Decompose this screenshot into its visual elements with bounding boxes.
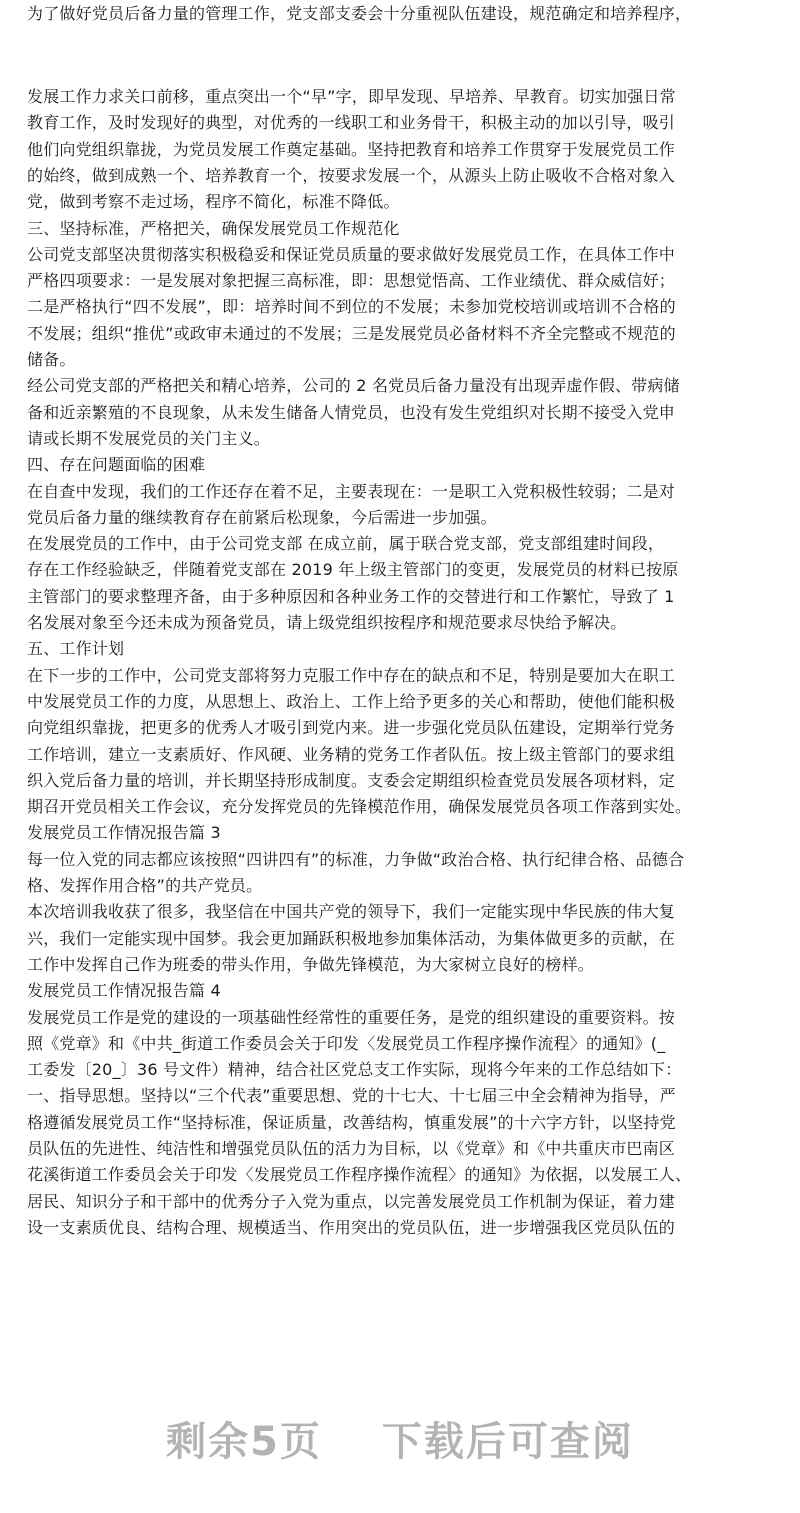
text-line: 四、存在问题面临的困难 <box>27 455 206 475</box>
text-line: 格遵循发展党员工作“坚持标准，保证质量，改善结构，慎重发展”的十六字方针，以坚持党 <box>27 1112 676 1132</box>
text-line: 中发展党员工作的力度，从思想上、政治上、工作上给予更多的关心和帮助，使他们能积极 <box>27 691 676 711</box>
text-line: 织入党后备力量的培训，并长期坚持形成制度。支委会定期组织检查党员发展各项材料，定 <box>27 770 676 790</box>
text-line: 在下一步的工作中，公司党支部将努力克服工作中存在的缺点和不足，特别是要加大在职工 <box>27 665 676 685</box>
text-line: 工委发〔20_〕36 号文件）精神，结合社区党总支工作实际，现将今年来的工作总结如下： <box>27 1060 682 1080</box>
text-line: 在发展党员的工作中，由于公司党支部 在成立前，属于联合党支部，党支部组建时间段， <box>27 534 665 554</box>
text-line: 的始终，做到成熟一个、培养教育一个，按要求发展一个，从源头上防止吸收不合格对象入 <box>27 165 676 185</box>
text-line: 发展党员工作情况报告篇 4 <box>27 981 221 1001</box>
text-line: 名发展对象至今还未成为预备党员，请上级党组织按程序和规范要求尽快给予解决。 <box>27 613 627 632</box>
text-line: 花溪街道工作委员会关于印发〈发展党员工作程序操作流程〉的通知》为依据，以发展工人、 <box>27 1165 692 1185</box>
text-line: 二是严格执行“四不发展”，即：培养时间不到位的不发展；未参加党校培训或培训不合格的 <box>27 297 676 317</box>
text-line: 教育工作，及时发现好的典型，对优秀的一线职工和业务骨干，积极主动的加以引导，吸引 <box>27 113 676 133</box>
text-line: 居民、知识分子和干部中的优秀分子入党为重点，以完善发展党员工作机制为保证，着力建 <box>27 1191 676 1211</box>
text-line: 一、指导思想。坚持以“三个代表”重要思想、党的十七大、十七届三中全会精神为指导，严 <box>27 1086 676 1106</box>
text-line: 发展党员工作情况报告篇 3 <box>27 823 221 843</box>
text-line: 兴，我们一定能实现中国梦。我会更加踊跃积极地参加集体活动，为集体做更多的贡献，在 <box>27 928 676 948</box>
text-line: 五、工作计划 <box>27 639 125 659</box>
text-line: 主管部门的要求整理齐备，由于多种原因和各种业务工作的交替进行和工作繁忙，导致了 1 <box>27 586 675 606</box>
text-line: 在自查中发现，我们的工作还存在着不足，主要表现在：一是职工入党积极性较弱；二是对 <box>27 481 676 501</box>
text-line: 向党组织靠拢，把更多的优秀人才吸引到党内来。进一步强化党员队伍建设，定期举行党务 <box>27 718 676 738</box>
text-line: 严格四项要求：一是发展对象把握三高标准，即：思想觉悟高、工作业绩优、群众威信好； <box>27 271 676 291</box>
remaining-pages-text: 剩余5页 <box>166 1419 322 1465</box>
text-line: 设一支素质优良、结构合理、规模适当、作用突出的党员队伍，进一步增强我区党员队伍的 <box>27 1217 676 1237</box>
text-line: 期召开党员相关工作会议，充分发挥党员的先锋模范作用，确保发展党员各项工作落到实处。 <box>27 797 692 817</box>
text-line: 本次培训我收获了很多，我坚信在中国共产党的领导下，我们一定能实现中华民族的伟大复 <box>27 902 676 922</box>
download-prompt[interactable] <box>0 1410 800 1467</box>
top-line: 为了做好党员后备力量的管理工作，党支部支委会十分重视队伍建设，规范确定和培养程序， <box>27 4 692 23</box>
text-line: 储备。 <box>27 350 76 369</box>
text-line: 经公司党支部的严格把关和精心培养，公司的 2 名党员后备力量没有出现弄虚作假、带病储 <box>27 376 680 396</box>
text-line: 备和近亲繁殖的不良现象，从未发生储备人情党员，也没有发生党组织对长期不接受入党申 <box>27 402 676 422</box>
text-line: 员队伍的先进性、纯洁性和增强党员队伍的活力为目标，以《党章》和《中共重庆市巴南区 <box>27 1139 676 1158</box>
text-line: 发展党员工作是党的建设的一项基础性经常性的重要任务，是党的组织建设的重要资料。按 <box>27 1007 676 1027</box>
text-line: 党，做到考察不走过场，程序不简化，标准不降低。 <box>27 192 400 212</box>
download-to-view-text: 下载后可查阅 <box>381 1419 634 1465</box>
text-line: 请或长期不发展党员的关门主义。 <box>27 428 271 448</box>
text-line: 公司党支部坚决贯彻落实积极稳妥和保证党员质量的要求做好发展党员工作，在具体工作中 <box>27 244 676 264</box>
text-line: 格、发挥作用合格”的共产党员。 <box>27 876 263 895</box>
text-line: 发展工作力求关口前移，重点突出一个“早”字，即早发现、早培养、早教育。切实加强日常 <box>27 87 676 106</box>
text-line: 照《党章》和《中共_街道工作委员会关于印发〈发展党员工作程序操作流程〉的通知》(_ <box>27 1033 666 1053</box>
text-line: 他们向党组织靠拢，为党员发展工作奠定基础。坚持把教育和培养工作贯穿于发展党员工作 <box>27 139 676 159</box>
text-line: 工作培训，建立一支素质好、作风硬、业务精的党务工作者队伍。按上级主管部门的要求组 <box>27 744 676 764</box>
text-line: 工作中发挥自己作为班委的带头作用，争做先锋模范，为大家树立良好的榜样。 <box>27 954 595 974</box>
text-line: 三、坚持标准，严格把关，确保发展党员工作规范化 <box>27 218 400 238</box>
text-line: 不发展；组织“推优”或政审未通过的不发展；三是发展党员必备材料不齐全完整或不规范的 <box>27 323 676 343</box>
text-line: 存在工作经验缺乏，伴随着党支部在 2019 年上级主管部门的变更，发展党员的材料已按原 <box>27 560 679 580</box>
text-line: 每一位入党的同志都应该按照“四讲四有”的标准，力争做“政治合格、执行纪律合格、品德合 <box>27 849 685 869</box>
text-line: 党员后备力量的继续教育存在前紧后松现象，今后需进一步加强。 <box>27 507 497 527</box>
